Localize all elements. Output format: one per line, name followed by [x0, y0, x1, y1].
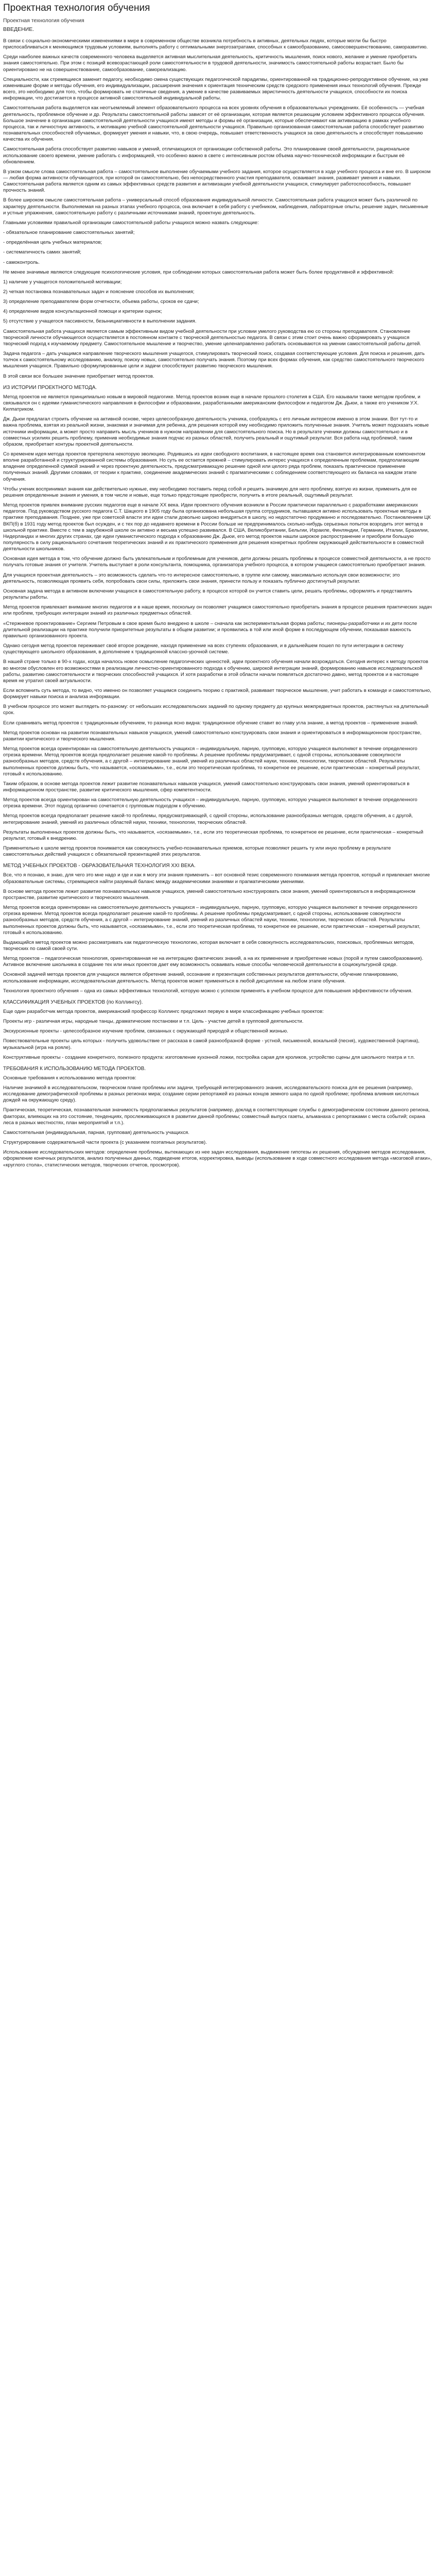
paragraph: Использование исследовательских методов: определение проблемы, вытекающих из нее задач исследования, выдвижение гипотезы их решения, обсуждение методов исследования, оформление конечных результатов, анализ полученных данных, подведение итогов, корректировка, выводы (использование в ходе совместного исследования метода «мозговой атаки», «круглого стола», статистических методов, творческих отчетов, просмотров). [3, 1149, 432, 1168]
page-title: Проектная технология обучения [3, 3, 150, 13]
paragraph: Дж. Дьюи предлагал строить обучение на активной основе, через целесообразную деятельность ученика, сообразуясь с его личным интересом именно в этом знании. Вот тут-то и важна проблема, взятая из реальной жизни, знакомая и значимая для ребенка, для решения которой ему необходимо приложить полученные знания. Учитель может подсказать новые источники информации, а может просто направить мысль учеников в нужном направлении для самостоятельного поиска. Но в результате ученики должны самостоятельно и в совместных усилиях решить проблему, применив необходимые знания подчас из разных областей, получить реальный и ощутимый результат. Вся работа над проблемой, таким образом, приобретает контуры проектной деятельности. [3, 416, 429, 447]
paragraph: Таким образом, в основе метода проектов лежит развитие познавательных навыков учащихся, умений самостоятельно конструировать свои знания, умений ориентироваться в информационном пространстве, развитие критического мышления, сфер компетентности. [3, 781, 410, 793]
paragraph: В более широком смысле самостоятельная работа – универсальный способ образования индивидуальной личности. Самостоятельная работа учащихся может быть различной по характеру деятельности. Выполняемая на разных этапах учебного процесса, она включает в себя работу с учебником, наблюдения, лабораторные опыты, решение задач, письменные и устные упражнения, самостоятельную работу с различными источниками знаний, проектную деятельность. [3, 197, 428, 216]
paragraph: Метод проектов не является принципиально новым в мировой педагогике. Метод проектов возник еще в начале прошлого столетия в США. Его называли также методом проблем, и связывался он с идеями гуманистического направления в философии и образовании, разработанными американским философом и педагогом Дж. Дьюи, а также его учеником У.Х. Килпатриком. [3, 394, 421, 413]
intro-heading: ВВЕДЕНИЕ. [3, 26, 34, 32]
paragraph: Метод проектов – педагогическая технология, ориентированная не на интеграцию фактических знаний, а на их применение и приобретение новых (порой и путем самообразования). Активное включение школьника в создание тех или иных проектов дает ему возможность осваивать новые способы человеческой деятельности в социокультурной среде. [3, 956, 424, 968]
paragraph: Выдающийся метод проектов можно рассматривать как педагогическую технологию, которая включает в себя совокупность исследовательских, поисковых, проблемных методов, творческих по самой своей сути. [3, 939, 414, 952]
paragraph: В основе метода проектов лежит развитие познавательных навыков учащихся, умений самостоятельно конструировать свои знания, умений ориентироваться в информационном пространстве, развитие критического и творческого мышления. [3, 888, 415, 901]
paragraph: Структурирование содержательной части проекта (с указанием поэтапных результатов). [3, 1140, 207, 1146]
paragraph: - определённая цель учебных материалов; [3, 240, 102, 246]
paragraph: Основной задачей метода проектов для учащихся является обретение знаний, осознание и презентация собственных результатов деятельности, обучение планированию, использование информации, исследовательская деятельность. Метод проектов может применяться в любой дисциплине на любом этапе обучения. [3, 972, 398, 984]
paragraph: Метод проектов всегда ориентирован на самостоятельную деятельность учащихся – индивидуальную, парную, групповую, которую учащиеся выполняют в течение определенного отрезка времени. Этот подход органично сочетается с групповым подходом к обучению. [3, 797, 417, 809]
paragraph: Чтобы ученик воспринимал знания как действительно нужные, ему необходимо поставить перед собой и решить значимую для него проблему, взятую из жизни, применить для ее решения определенные знания и умения, в том числе и новые, еще только предстоящие приобрести, получить в итоге реальный, ощутимый результат. [3, 486, 417, 498]
paragraph: «Стержневое проектирование» Сергием Петровым в свое время было внедрено в школе – сначала как экспериментальная форма работы; пионеры-разработчики и их дети после длительной реализации на практике получили приоритетные результаты в общем развитии; и проявились в той или иной форме в последующем обучении, показывая важность правильно организованного проекта. [3, 620, 417, 639]
paragraph: Для учащихся проектная деятельность – это возможность сделать что-то интересное самостоятельно, в группе или самому, максимально используя свои возможности; это деятельность, позволяющая проявить себя, попробовать свои силы, приложить свои знания, принести пользу и показать публично достигнутый результат. [3, 572, 400, 584]
page-subtitle: Проектная технология обучения [3, 18, 84, 24]
paragraph: Основные требования к использованию метода проектов: [3, 1075, 136, 1081]
paragraph: В этой связи все большее значение приобретает метод проектов. [3, 373, 154, 379]
paragraph: Главными условиями правильной организации самостоятельной работы учащихся можно назвать следующие: [3, 219, 259, 226]
paragraph: Метод проектов всегда предполагает решение какой-то проблемы, предусматривающей, с одной стороны, использование разнообразных методов, средств обучения, а с другой, интегрирование знаний, умений из различных областей науки, техники, технологии, творческих областей. [3, 813, 413, 825]
paragraph: Самостоятельная работа выделяется как неотъемлемый элемент образовательного процесса на всех уровнях обучения в образовательных учреждениях. Её особенность — учебная деятельность, проблемное обучение и др. Результаты самостоятельной работы зависят от её организации, которая является решающим условием эффективного процесса обучения. Большое значение в организации самостоятельной деятельности учащихся имеют методы и формы её организации, которые обеспечивают как активизацию в рамках учебного процесса, так и личностную активность, и мотивацию учебной самостоятельной деятельности учащихся. Правильно организованная самостоятельная работа способствует развитию познавательных способностей обучаемых, формирует умения и навыки, что, в свою очередь, повышает ответственность учащихся за свою деятельность и способствует повышению качества их обучения. [3, 105, 425, 143]
paragraph: Наличие значимой в исследовательском, творческом плане проблемы или задачи, требующей интегрированного знания, исследовательского поиска для ее решения (например, исследование демографической проблемы в разных регионах мира; создание серии репортажей из разных концов земного шара по одной проблеме; проблема влияния кислотных дождей на окружающую среду). [3, 1085, 419, 1104]
paragraph: 5) отсутствие у учащегося пассивности, безынициативности в выполнении задания. [3, 318, 197, 325]
paragraph: Результаты выполненных проектов должны быть, что называется, «осязаемыми», т.е., если это теоретическая проблема, то конкретное ее решение, если практическая – конкретный результат, готовый к внедрению. [3, 829, 424, 841]
paragraph: Повествовательные проекты цель которых - получить удовольствие от рассказа в самой разнообразной форме - устной, письменной, вокальной (песня), художественной (картина), музыкальной (игра на рояле). [3, 1038, 420, 1050]
section-heading: ИЗ ИСТОРИИ ПРОЕКТНОГО МЕТОДА. [3, 384, 97, 391]
section-heading: МЕТОД УЧЕБНЫХ ПРОЕКТОВ - ОБРАЗОВАТЕЛЬНАЯ ТЕХНОЛОГИЯ XXI ВЕКА. [3, 863, 196, 869]
paragraph: Среди наиболее важных качеств современного человека выделяется активная мыслительная деятельность, критичность мышления, поиск нового, желание и умение приобретать знания самостоятельно. При этом с позиций всевозрастающей роли самостоятельности в трудовой деятельности, значимость самостоятельной работы возрастает. Было бы ориентировано не на совершенствование, самообразование, самореализацию. [3, 54, 417, 73]
section-body [3, 872, 432, 994]
section-body [3, 1075, 432, 1168]
paragraph: Специальности, как стремящиеся заменит педагогу, необходимо смена существующих педагогической парадигмы, ориентированной на традиционно-репродуктивное обучение, на уже изменившие форме и методы обучения, его индивидуализации, расширения значения к ориентация техническим средств средского применения иных технологий обучения. Прежде всего, это необходимо для того, чтобы формировать не статичные сведения, а умение в качестве развиваемых эвристичность деятельности учащихся, способности их поиска информации, что достигается в процессе активной самостоятельной индивидуальной работы. [3, 76, 428, 101]
paragraph: Еще один разработчик метода проектов, американский профессор Коллингс предложил первую в мире классификацию учебных проектов: [3, 1008, 324, 1014]
section-body [3, 38, 432, 380]
paragraph: 2) четкая постановка познавательных задач и пояснение способов их выполнения; [3, 289, 195, 295]
paragraph: 3) определение преподавателем форм отчетности, объема работы, сроков ее сдачи; [3, 299, 199, 305]
paragraph: Основная идея метода в том, что обучение должно быть увлекательным и проблемным для учеников, дети должны решать проблемы в процессе совместной деятельности, а не просто получать готовые знания от учителя. Учитель выступает в роли консультанта, помощника, организатора учебного процесса, в котором учащиеся самостоятельно приобретают знания. [3, 556, 431, 568]
sections [0, 38, 436, 1168]
paragraph: Основная задача метода в активном включении учащихся в самостоятельную работу, в процессе которой он учится ставить цели, решать проблемы, оформлять и представлять результаты работы. [3, 588, 412, 601]
paragraph: Самостоятельная работа способствует развитию навыков и умений, отличающихся от организации собственной работы. Это планирование своей деятельности, рациональное использование своего времени, умение работать с информацией, что особенно важно в свете с интенсивным ростом объема научно-технической информации и быстрым её обновлением. [3, 146, 410, 165]
section-heading: КЛАССИФИКАЦИЯ УЧЕБНЫХ ПРОЕКТОВ (по Коллингсу). [3, 999, 143, 1005]
paragraph: - самоконтроль. [3, 259, 40, 265]
paragraph: Проекты игр - различная игры, народные танцы, драматические постановки и т.п. Цель - участие детей в групповой деятельности. [3, 1019, 304, 1025]
section-body [3, 394, 432, 858]
paragraph: Экскурсионные проекты - целесообразное изучение проблем, связанных с окружающей природой и общественной жизнью. [3, 1028, 288, 1035]
paragraph: - систематичность самих занятий; [3, 249, 81, 256]
paragraph: Метод проектов всегда ориентирован на самостоятельную деятельность учащихся – индивидуальную, парную, групповую, которую учащиеся выполняют в течение определенного отрезка времени. Метод проектов всегда предполагает решение какой-то проблемы. А решение проблемы предусматривает, с одной стороны, использование совокупности разнообразных методов, средств обучения, а с другой – интегрирование знаний, умений из различных областей науки, техники, технологии, творческих областей. Результаты выполненных проектов должны быть, что называется, «осязаемыми», т.е., если это теоретическая проблема, то конкретное ее решение, если практическая – конкретный результат, готовый к использованию. [3, 746, 421, 777]
paragraph: Практическая, теоретическая, познавательная значимость предполагаемых результатов (например, доклад в соответствующие службы о демографическом состоянии данного региона, факторах, влияющих на это состояние, тенденциях, прослеживающихся в развитии данной проблемы; совместный выпуск газеты, альманаха с репортажами с места событий; охрана леса в разных местностях, план мероприятий и т.п.). [3, 1107, 430, 1126]
paragraph: Задача педагога – дать учащимся направление творческого мышления учащегося, стимулировать творческий поиск, создавая соответствующие условия. Для поиска и решения, дать толчок к самостоятельному исследованию, анализу, поиску новых, самостоятельно получать знания. Поэтому при всех формах обучения, как средство самостоятельного творческого мышления учащихся. Правильно сформулированные цели и задачи способствуют развитию творческого мышления. [3, 351, 425, 369]
paragraph: - обязательное планирование самостоятельных занятий; [3, 230, 135, 236]
paragraph: Если сравнивать метод проектов с традиционным обучением, то разница ясно видна: традиционное обучение ставит во главу угла знание, а метод проектов – применение знаний. [3, 720, 418, 726]
paragraph: Самостоятельная (индивидуальная, парная, групповая) деятельность учащихся. [3, 1129, 189, 1136]
paragraph: Все, что я познаю, я знаю, для чего это мне надо и где и как я могу эти знания применить – вот основной тезис современного понимания метода проектов, который и привлекает многие образовательные системы, стремящиеся найти разумный баланс между академическими знаниями и прагматическими умениями. [3, 872, 430, 885]
paragraph: В учебном процессе это может выглядеть по-разному: от небольших исследовательских заданий по одному предмету до крупных межпредметных проектов, растянутых на длительный срок. [3, 704, 429, 716]
paragraph: В узком смысле слова самостоятельная работа – самостоятельное выполнение обучаемыми учебного задания, которое осуществляется в ходе учебного процесса и вне его. В широком — любая форма активности обучающегося, при которой он самостоятельно, без непосредственного участия преподавателя, осваивает знания, развивает умения и навыки. Самостоятельная работа является одним из самых эффективных средств развития и активизации учебной деятельности учащихся, стимулирует работоспособность, повышает прочность знаний. [3, 168, 431, 194]
paragraph: В связи с социально-экономическими изменениями в мире в современном обществе возникла потребность в активных, деятельных людях, которые могли бы быстро приспосабливаться к меняющимся трудовым условиям, выполнять работу с оптимальными энергозатратами, способных к самообразованию, самосовершенствованию, саморазвитию. [3, 38, 428, 50]
paragraph: Конструктивные проекты - создание конкретного, полезного продукта: изготовление кухонной ложки, постройка сарая для кроликов, устройство сцены для школьного театра и т.п. [3, 1054, 415, 1060]
paragraph: 4) определение видов консультационной помощи и критерии оценок; [3, 309, 162, 315]
paragraph: Метод проектов основан на развитии познавательных навыков учащихся, умений самостоятельно конструировать свои знания и ориентироваться в информационном пространстве, развитии критического и творческого мышления. [3, 730, 422, 742]
paragraph: Технология проектного обучения – одна из самых эффективных технологий, которую можно с успехом применять в учебном процессе для повышения эффективности обучения. [3, 988, 413, 994]
paragraph: Если вспомнить суть метода, то видно, что именно он позволяет учащимся соединить теорию с практикой, развивает творческое мышление, учит работать в команде и самостоятельно, формирует навыки поиска и анализа информации. [3, 687, 431, 700]
paragraph: Однако сегодня метод проектов переживает своё второе рождение, находя применение на всех ступенях образования, и в дальнейшем пошел по пути интеграции в систему существующего школьного образования, в дополнение к традиционной классно-урочной системе. [3, 643, 404, 655]
paragraph: Со временем идея метода проектов претерпела некоторую эволюцию. Родившись из идеи свободного воспитания, в настоящее время она становится интегрированным компонентом вполне разработанной и структурированной системы образования. Но суть ее остается прежней – стимулировать интерес учащихся к определенным проблемам, предполагающим владение определенной суммой знаний и через проектную деятельность, предусматривающую решение одной или целого ряда проблем, показать практическое применение полученных знаний. Другими словами, от теории к практике, соединение академических знаний с прагматическими с соблюдением соответствующего их баланса на каждом этапе обучения. [3, 451, 425, 482]
paragraph: В нашей стране только в 90-х годах, когда началось новое осмысление педагогических ценностей, идеи проектного обучения начали возрождаться. Сегодня интерес к методу проектов во многом обусловлен его возможностями в реализации личностно-ориентированного подхода к обучению, широкой интеграции знаний, формированию навыков исследовательской работы, развитию самостоятельности и творческих способностей учащихся. И хотя разработки в этой области начали появляться достаточно давно, метод проектов и в настоящее время не утратил своей актуальности. [3, 659, 428, 684]
section-body [3, 1009, 432, 1061]
paragraph: 1) наличие у учащегося положительной мотивации; [3, 279, 122, 285]
paragraph: Метод проектов привлекает внимание многих педагогов и в наше время, поскольку он позволяет учащимся самостоятельно приобретать знания в процессе решения практических задач или проблем, требующих интеграции знаний из различных предметных областей. [3, 604, 432, 617]
paragraph: Самостоятельная работа учащихся является самым эффективным видом учебной деятельности при условии умелого руководства ею со стороны преподавателя. Становление творческой личности обучающегося осуществляется в постоянном контакте с творческой деятельностью педагога. В связи с этим стоит очень важно сформировать у учащихся творческий подход к изучаемому предмету. Самостоятельное мышление и творчество, умение целенаправленно работать основываются на умении самостоятельной работы детей. [3, 328, 422, 347]
paragraph: Применительно к школе метод проектов понимается как совокупность учебно-познавательных приемов, которые позволяют решить ту или иную проблему в результате самостоятельных действий учащихся с обязательной презентацией этих результатов. [3, 845, 391, 858]
section-heading: ТРЕБОВАНИЯ К ИСПОЛЬЗОВАНИЮ МЕТОДА ПРОЕКТОВ. [3, 1065, 146, 1072]
paragraph: Метод проектов привлек внимание русских педагогов еще в начале XX века. Идеи проектного обучения возникли в России практически параллельно с разработками американских педагогов. Под руководством русского педагога С.Т. Шацкого в 1905 году была организована небольшая группа сотрудников, пытавшаяся активно использовать проектные методы в практике преподавания. Позднее, уже при советской власти эти идеи стали довольно широко внедряться в школу, но недостаточно продуманно и последовательно. Постановлением ЦК ВКП(б) в 1931 году метод проектов был осужден, и с тех пор до недавнего времени в России больше не предпринималось сколько-нибудь серьезных попыток возродить этот метод в школьной практике. Вместе с тем в зарубежной школе он активно и весьма успешно развивался. В США, Великобритании, Бельгии, Израиле, Финляндии, Германии, Италии, Бразилии, Нидерландах и многих других странах, где идеи гуманистического подхода к образованию Дж. Дьюи, его метод проектов нашли широкое распространение и приобрели большую популярность в силу рационального сочетания теоретических знаний и их практического применения для решения конкретных проблем окружающей действительности в совместной деятельности школьников. [3, 502, 431, 552]
paragraph: Метод проектов всегда ориентирован на самостоятельную деятельность учащихся – индивидуальную, парную, групповую, которую учащиеся выполняют в течение определенного отрезка времени. Метод проектов всегда предполагает решение какой-то проблемы. А решение проблемы предусматривает, с одной стороны, использование совокупности разнообразных методов, средств обучения, а с другой – интегрирование знаний, умений из различных областей науки, техники, технологии, творческих областей. Результаты выполненных проектов должны быть, что называется, «осязаемыми», т.е., если это теоретическая проблема, то конкретное ее решение, если практическая – конкретный результат, готовый к использованию. [3, 905, 421, 936]
document [0, 0, 436, 1172]
paragraph: Не менее значимые являются следующие психологические условия, при соблюдении которых самостоятельная работа может быть более продуктивной и эффективной: [3, 269, 394, 275]
